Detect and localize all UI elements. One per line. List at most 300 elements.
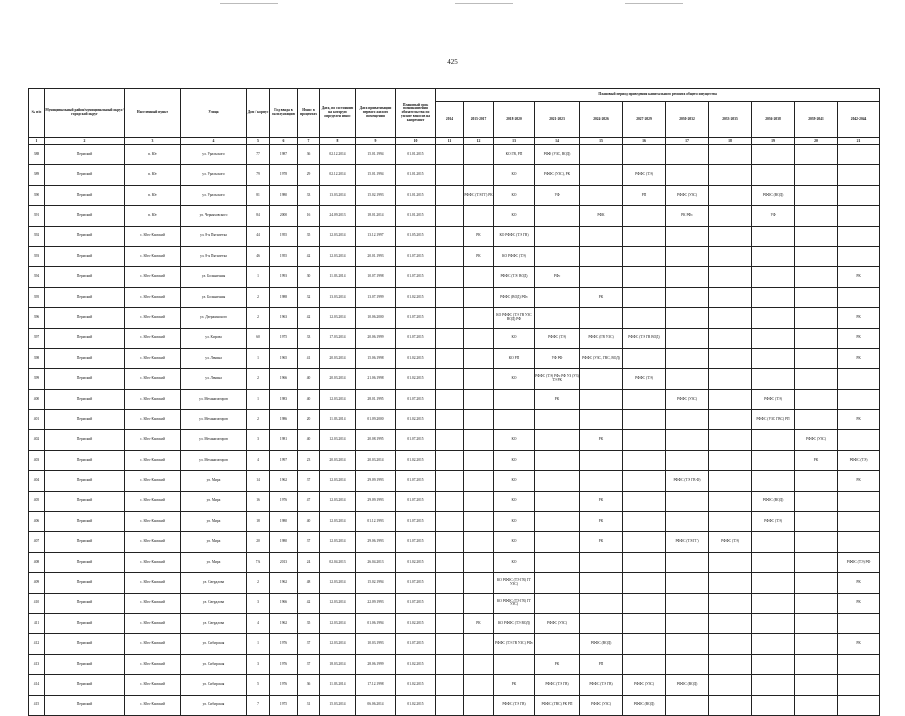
cell-street: ул. Мира [181, 532, 247, 552]
cell-period-work [795, 593, 838, 613]
cell-deadline: 01.02.2015 [396, 410, 436, 430]
cell-period-work [623, 389, 666, 409]
cell-period-work [752, 226, 795, 246]
cell-wear: 42 [298, 593, 320, 613]
cell-num: 409 [29, 573, 45, 593]
cell-period-work: КО [494, 369, 535, 389]
cell-period-work [535, 573, 580, 593]
cell-settlement: с. Юго-Камский [125, 593, 181, 613]
table-row [29, 185, 880, 205]
cell-period-work [494, 389, 535, 409]
cell-period-work: РК [838, 328, 880, 348]
cell-period-work [464, 389, 494, 409]
cell-period-work [464, 430, 494, 450]
cell-year-built: 1955 [270, 226, 298, 246]
cell-period-work [535, 552, 580, 572]
cell-survey-date: 24.09.2013 [320, 206, 356, 226]
cell-street: ул. Ленина [181, 348, 247, 368]
table-row [29, 573, 880, 593]
cell-period-work [752, 348, 795, 368]
cell-period-work [580, 369, 623, 389]
cell-period-work [623, 471, 666, 491]
cell-deadline: 01.02.2015 [396, 552, 436, 572]
cell-wear: 20 [298, 410, 320, 430]
cell-period-work: КО [494, 185, 535, 205]
cell-year-built: 2013 [270, 552, 298, 572]
cell-period-work: РФК [580, 206, 623, 226]
cell-period-work [666, 165, 709, 185]
cell-period-work [709, 613, 752, 633]
cell-period-work [666, 308, 709, 328]
cell-year-built: 1987 [270, 145, 298, 165]
cell-period-work: РК [535, 654, 580, 674]
cell-num: 407 [29, 532, 45, 552]
cell-survey-date: 11.03.2014 [320, 410, 356, 430]
cell-privatization-date: 10.06.2000 [356, 308, 396, 328]
cell-deadline: 01.02.2015 [396, 654, 436, 674]
cell-period-work [436, 287, 464, 307]
column-number: 11 [436, 138, 464, 145]
cell-num: 412 [29, 634, 45, 654]
cell-wear: 36 [298, 675, 320, 695]
cell-privatization-date: 13.12.1997 [356, 226, 396, 246]
cell-district: Пермский [45, 593, 125, 613]
cell-wear: 37 [298, 471, 320, 491]
cell-period-work: РК [838, 593, 880, 613]
cell-period-work [580, 389, 623, 409]
cell-survey-date: 20.03.2014 [320, 450, 356, 470]
cell-survey-date: 12.03.2014 [320, 491, 356, 511]
cell-period-work [436, 491, 464, 511]
cell-period-work [535, 471, 580, 491]
cell-period-work [795, 675, 838, 695]
table-row [29, 165, 880, 185]
cell-settlement: п. Юг [125, 206, 181, 226]
cell-period-work [436, 695, 464, 715]
cell-period-work: РФФС (ТЭ/ГГ) РК [464, 185, 494, 205]
cell-settlement: с. Юго-Камский [125, 532, 181, 552]
cell-period-work: КО РФФС (ТЭ ВОД) [494, 613, 535, 633]
cell-period-work: РК [838, 471, 880, 491]
cell-period-work: РФФС (ВОД) РФс [494, 287, 535, 307]
column-number: 12 [464, 138, 494, 145]
cell-period-work: КО [494, 491, 535, 511]
cell-period-work [436, 593, 464, 613]
table-row [29, 145, 880, 165]
cell-privatization-date: 06.06.2014 [356, 695, 396, 715]
cell-num: 393 [29, 246, 45, 266]
cell-period-work: РК [838, 573, 880, 593]
cell-period-work: РФФС (УЗС) [666, 389, 709, 409]
cell-num: 390 [29, 185, 45, 205]
cell-settlement: с. Юго-Камский [125, 573, 181, 593]
cell-num: 400 [29, 389, 45, 409]
header-num: № п/п [29, 89, 45, 138]
table-row [29, 675, 880, 695]
cell-year-built: 1966 [270, 369, 298, 389]
cell-period-work: КО [494, 206, 535, 226]
cell-period-work: УФ [535, 185, 580, 205]
cell-num: 398 [29, 348, 45, 368]
cell-num: 394 [29, 267, 45, 287]
cell-period-work: РФФС (ТЭ) РФ [838, 552, 880, 572]
cell-period-work [464, 675, 494, 695]
cell-privatization-date: 18.01.2014 [356, 206, 396, 226]
cell-wear: 32 [298, 287, 320, 307]
cell-period-work: КО [494, 532, 535, 552]
cell-period-work [580, 185, 623, 205]
cell-period-work [436, 654, 464, 674]
cell-district: Пермский [45, 246, 125, 266]
cell-street: ул. Кирова [181, 328, 247, 348]
cell-survey-date: 12.03.2014 [320, 226, 356, 246]
cell-house: 1 [247, 348, 270, 368]
cell-house: 44 [247, 226, 270, 246]
table-row [29, 430, 880, 450]
cell-district: Пермский [45, 185, 125, 205]
cell-period-work [623, 308, 666, 328]
cell-period-work [436, 267, 464, 287]
cell-wear: 33 [298, 185, 320, 205]
cell-num: 402 [29, 430, 45, 450]
column-number: 20 [795, 138, 838, 145]
cell-period-work: РФФС (УЗС) [623, 675, 666, 695]
header-house: Дом / корпус [247, 89, 270, 138]
cell-period-work [535, 491, 580, 511]
cell-period-work [436, 512, 464, 532]
cell-period-work [795, 695, 838, 715]
cell-district: Пермский [45, 165, 125, 185]
cell-period-work [795, 185, 838, 205]
cell-period-work: РК [838, 308, 880, 328]
cell-period-work: РФФС (УЗС), РК [535, 165, 580, 185]
cell-settlement: с. Юго-Камский [125, 552, 181, 572]
header-period: 2033-2035 [709, 102, 752, 138]
cell-period-work [464, 695, 494, 715]
cell-privatization-date: 28.01.1995 [356, 389, 396, 409]
cell-survey-date: 12.03.2014 [320, 634, 356, 654]
cell-wear: 48 [298, 573, 320, 593]
cell-house: 18 [247, 512, 270, 532]
cell-period-work [580, 471, 623, 491]
cell-period-work [752, 246, 795, 266]
header-period: 2014 [436, 102, 464, 138]
cell-privatization-date: 21.06.1998 [356, 369, 396, 389]
cell-year-built: 1976 [270, 491, 298, 511]
cell-privatization-date: 29.06.1993 [356, 532, 396, 552]
cell-wear: 16 [298, 206, 320, 226]
cell-year-built: 1976 [270, 654, 298, 674]
cell-year-built: 1978 [270, 165, 298, 185]
cell-period-work [436, 226, 464, 246]
cell-street: ул. Сибирская [181, 695, 247, 715]
cell-house: 2 [247, 308, 270, 328]
cell-survey-date: 02.12.2014 [320, 145, 356, 165]
cell-house: 4 [247, 613, 270, 633]
cell-privatization-date: 29.09.1993 [356, 471, 396, 491]
cell-period-work [666, 552, 709, 572]
cell-period-work [494, 654, 535, 674]
cell-settlement: с. Юго-Камский [125, 613, 181, 633]
cell-wear: 24 [298, 552, 320, 572]
cell-privatization-date: 15.01.1994 [356, 165, 396, 185]
cell-deadline: 01.02.2015 [396, 613, 436, 633]
column-number: 7 [298, 138, 320, 145]
cell-settlement: с. Юго-Камский [125, 634, 181, 654]
cell-period-work: РФФС (ТЭ ГВ УЗС) РФс [494, 634, 535, 654]
cell-period-work: РФФС (ТЭ) [535, 328, 580, 348]
cell-street: ул. Мира [181, 471, 247, 491]
cell-period-work: РК [795, 450, 838, 470]
cell-period-work [752, 450, 795, 470]
cell-year-built: 1983 [270, 389, 298, 409]
cell-privatization-date: 20.08.1995 [356, 430, 396, 450]
cell-period-work [535, 246, 580, 266]
cell-survey-date: 12.03.2014 [320, 471, 356, 491]
column-number: 16 [623, 138, 666, 145]
cell-district: Пермский [45, 389, 125, 409]
cell-period-work: УФ РФ [535, 348, 580, 368]
cell-period-work: РК [838, 267, 880, 287]
table-row [29, 389, 880, 409]
header-period: 2018-2020 [494, 102, 535, 138]
cell-period-work [580, 410, 623, 430]
table-row [29, 369, 880, 389]
cell-wear: 31 [298, 695, 320, 715]
cell-period-work [464, 267, 494, 287]
column-number: 1 [29, 138, 45, 145]
cell-district: Пермский [45, 512, 125, 532]
cell-period-work [752, 695, 795, 715]
cell-district: Пермский [45, 267, 125, 287]
table-row [29, 593, 880, 613]
cell-district: Пермский [45, 369, 125, 389]
cell-privatization-date: 10.07.1998 [356, 267, 396, 287]
cell-period-work [623, 593, 666, 613]
cell-house: 3 [247, 593, 270, 613]
cell-district: Пермский [45, 328, 125, 348]
cell-settlement: с. Юго-Камский [125, 267, 181, 287]
cell-survey-date: 13.03.2014 [320, 185, 356, 205]
table-row [29, 206, 880, 226]
cell-period-work [666, 328, 709, 348]
cell-period-work [436, 450, 464, 470]
cell-period-work [838, 287, 880, 307]
cell-deadline: 01.07.2015 [396, 389, 436, 409]
cell-district: Пермский [45, 613, 125, 633]
cell-period-work: РФФС (ТЭ) РФс РФ УЗ (УЗ) ТЭ РК [535, 369, 580, 389]
table-row [29, 348, 880, 368]
cell-period-work [623, 450, 666, 470]
cell-house: 2 [247, 287, 270, 307]
cell-street: ул. Больничная [181, 267, 247, 287]
cell-period-work [623, 552, 666, 572]
cell-period-work [666, 593, 709, 613]
cell-period-work [666, 512, 709, 532]
cell-period-work [709, 308, 752, 328]
cell-period-work [709, 675, 752, 695]
cell-period-work [623, 287, 666, 307]
cell-street: ул. Сибирская [181, 634, 247, 654]
cell-period-work [709, 206, 752, 226]
cell-survey-date: 12.03.2014 [320, 512, 356, 532]
cell-house: 14 [247, 471, 270, 491]
cell-period-work: РФФС (ТЭ ГВ) [535, 675, 580, 695]
cell-privatization-date: 01.06.1994 [356, 613, 396, 633]
cell-period-work [535, 287, 580, 307]
cell-period-work: РФФС (УЗС) [795, 430, 838, 450]
cell-period-work [838, 654, 880, 674]
cell-period-work: КО РФФС (ТЭ) [494, 246, 535, 266]
cell-period-work: УФ [752, 206, 795, 226]
cell-period-work [709, 369, 752, 389]
cell-period-work: РФФС (УЗС) [666, 185, 709, 205]
table-row [29, 246, 880, 266]
cell-period-work [795, 369, 838, 389]
cell-wear: 40 [298, 369, 320, 389]
cell-privatization-date: 17.12.1998 [356, 675, 396, 695]
cell-wear: 37 [298, 654, 320, 674]
cell-num: 406 [29, 512, 45, 532]
cell-street: ул. Черняховского [181, 206, 247, 226]
column-number: 8 [320, 138, 356, 145]
cell-period-work [464, 206, 494, 226]
cell-house: 5 [247, 675, 270, 695]
cell-period-work: РК [580, 287, 623, 307]
cell-period-work: РФФС (ВОД) [752, 491, 795, 511]
capital-repair-register-table [28, 88, 880, 716]
cell-period-work: РФФС (ТЭ ГВ) [494, 695, 535, 715]
cell-period-work [838, 532, 880, 552]
cell-house: 79 [247, 165, 270, 185]
cell-street: ул. Свердлова [181, 613, 247, 633]
cell-period-work [464, 328, 494, 348]
cell-period-work [795, 532, 838, 552]
header-settlement: Населенный пункт [125, 89, 181, 138]
cell-period-work [436, 308, 464, 328]
cell-deadline: 01.01.2015 [396, 206, 436, 226]
cell-deadline: 01.07.2015 [396, 532, 436, 552]
cell-survey-date: 20.03.2014 [320, 348, 356, 368]
cell-settlement: с. Юго-Камский [125, 328, 181, 348]
cell-deadline: 01.07.2015 [396, 471, 436, 491]
header-year-built: Год ввода в эксплуатацию [270, 89, 298, 138]
cell-district: Пермский [45, 145, 125, 165]
cell-period-work [436, 552, 464, 572]
cell-period-work [666, 226, 709, 246]
cell-district: Пермский [45, 654, 125, 674]
cell-deadline: 01.07.2015 [396, 593, 436, 613]
cell-period-work [494, 410, 535, 430]
cell-period-work [752, 675, 795, 695]
cell-period-work [666, 246, 709, 266]
cell-privatization-date: 28.06.1999 [356, 654, 396, 674]
cell-year-built: 1976 [270, 675, 298, 695]
cell-period-work [752, 165, 795, 185]
cell-house: 1 [247, 389, 270, 409]
cell-period-work [709, 267, 752, 287]
cell-year-built: 1966 [270, 593, 298, 613]
cell-period-work [752, 308, 795, 328]
cell-period-work [666, 348, 709, 368]
cell-year-built: 1963 [270, 308, 298, 328]
cell-period-work [709, 593, 752, 613]
column-number: 17 [666, 138, 709, 145]
cell-period-work [623, 654, 666, 674]
cell-period-work [838, 695, 880, 715]
cell-period-work: КО РФФС (ТЭ ГВ) ГГ УЗС) [494, 593, 535, 613]
cell-period-work [838, 246, 880, 266]
cell-period-work [623, 145, 666, 165]
page-number: 425 [447, 58, 458, 66]
cell-period-work: РФФС (ВОД) [666, 675, 709, 695]
cell-period-work [795, 328, 838, 348]
cell-period-work: РФФС (ГВС) РК РП [535, 695, 580, 715]
cell-period-work [709, 410, 752, 430]
cell-settlement: с. Юго-Камский [125, 450, 181, 470]
cell-period-work [623, 613, 666, 633]
cell-period-work [752, 287, 795, 307]
cell-period-work [535, 308, 580, 328]
table-row [29, 613, 880, 633]
cell-period-work [709, 348, 752, 368]
cell-period-work [436, 165, 464, 185]
column-number: 10 [396, 138, 436, 145]
table-row [29, 491, 880, 511]
cell-period-work [752, 532, 795, 552]
header-period: 2030-2032 [666, 102, 709, 138]
cell-privatization-date: 22.09.1993 [356, 593, 396, 613]
cell-period-work [580, 450, 623, 470]
cell-period-work [709, 552, 752, 572]
cell-period-work [752, 145, 795, 165]
cell-settlement: с. Юго-Камский [125, 430, 181, 450]
cell-period-work [623, 348, 666, 368]
cell-survey-date: 20.03.2014 [320, 369, 356, 389]
cell-period-work [838, 206, 880, 226]
header-period: 2042-2044 [838, 102, 880, 138]
cell-period-work [795, 308, 838, 328]
cell-period-work [709, 450, 752, 470]
cell-period-work [580, 593, 623, 613]
cell-street: ул. Свердлова [181, 593, 247, 613]
cell-street: ул. Мира [181, 491, 247, 511]
cell-street: ул. Уральского [181, 145, 247, 165]
cell-street: ул. Механизаторов [181, 450, 247, 470]
cell-settlement: с. Юго-Камский [125, 512, 181, 532]
cell-survey-date: 12.03.2014 [320, 389, 356, 409]
cell-deadline: 01.07.2015 [396, 328, 436, 348]
header-planned-period: Плановый период проведения капитального ремонта общего имущества [436, 89, 880, 102]
cell-period-work: КО [494, 512, 535, 532]
cell-deadline: 01.02.2015 [396, 287, 436, 307]
cell-settlement: с. Юго-Камский [125, 410, 181, 430]
cell-street: ул. Мира [181, 552, 247, 572]
cell-period-work [752, 654, 795, 674]
cell-period-work [795, 613, 838, 633]
cell-period-work: РФФС (ТЭ ГВ Ф) [666, 471, 709, 491]
cell-period-work: РФФС (ТЭ) [709, 532, 752, 552]
cell-period-work [838, 675, 880, 695]
cell-wear: 37 [298, 634, 320, 654]
cell-privatization-date: 20.01.1993 [356, 246, 396, 266]
cell-settlement: с. Юго-Камский [125, 369, 181, 389]
cell-period-work [709, 246, 752, 266]
cell-street: ул. Сибирская [181, 675, 247, 695]
cell-period-work [795, 654, 838, 674]
cell-period-work [795, 145, 838, 165]
cell-period-work [795, 246, 838, 266]
